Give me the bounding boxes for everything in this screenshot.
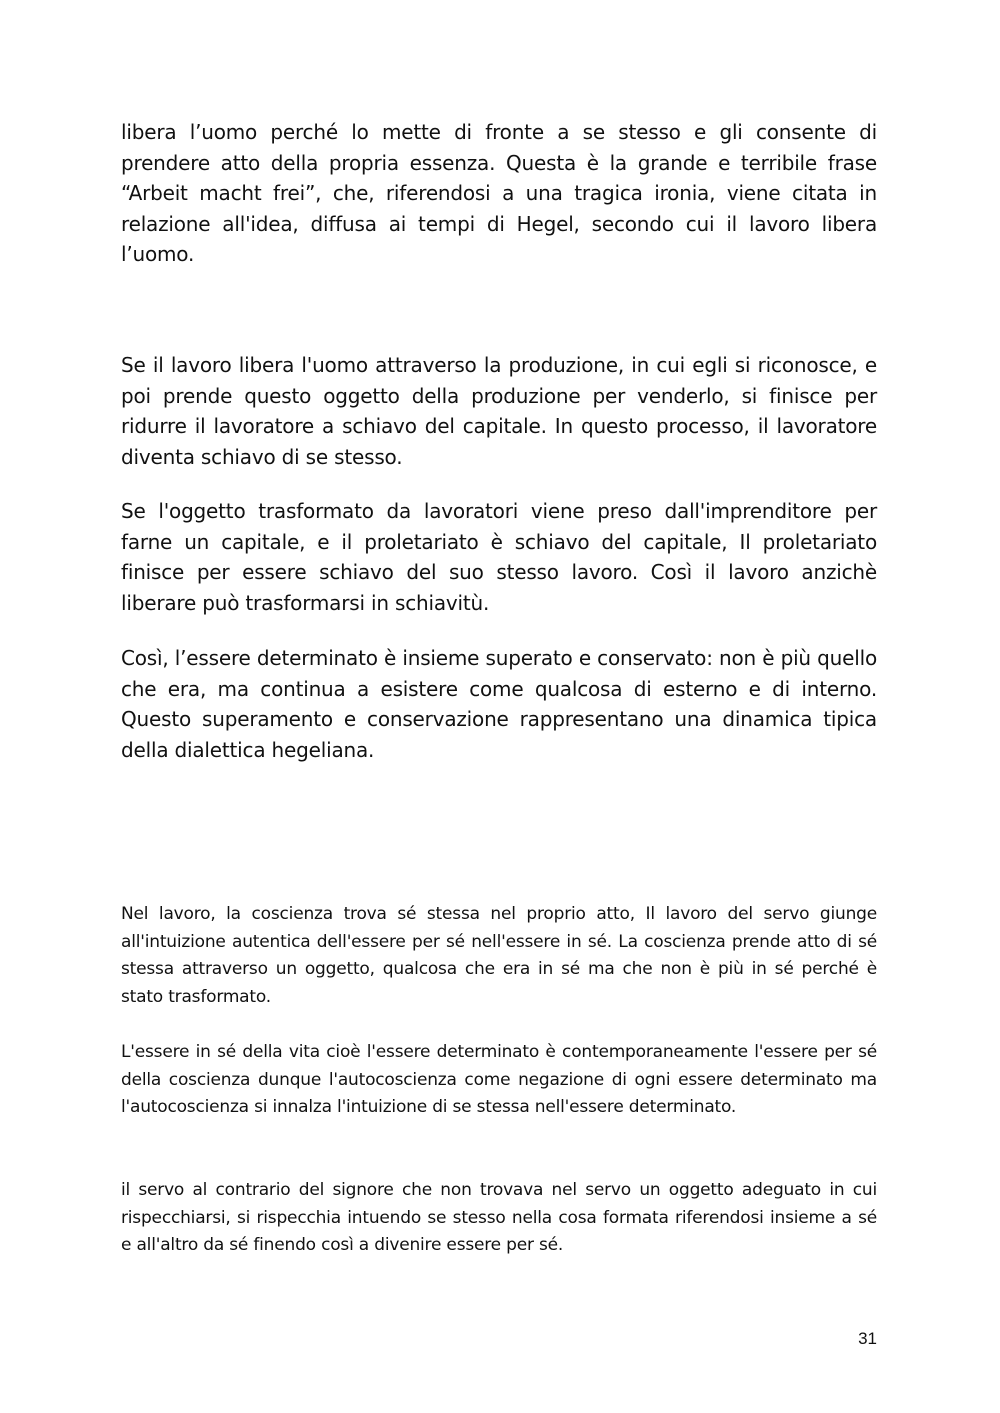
paragraph-essere-determinato: Così, l’essere determinato è insieme superato e conservato: non è più quello che era, ma continua a esistere come qualcosa di esterno e di interno. Questo superamento e conservazione rappresentano una dinamica tipica della dialettica hegeliana. xyxy=(121,646,877,762)
paragraph-coscienza-lavoro: Nel lavoro, la coscienza trova sé stessa nel proprio atto, Il lavoro del servo giunge all'intuizione autentica dell'essere per sé nell'essere in sé. La coscienza prende atto di sé stessa attraverso un oggetto, qualcosa che era in sé ma che non è più in sé perché è stato trasformato. xyxy=(121,904,877,1008)
paragraph-essere-in-se: L'essere in sé della vita cioè l'essere determinato è contemporaneamente l'essere per sé della coscienza dunque l'autocoscienza come negazione di ogni essere determinato ma l'autocoscienza si innalza l'intuizione di se stessa nell'essere determinato. xyxy=(121,1042,877,1118)
paragraph-oggetto-trasformato: Se l'oggetto trasformato da lavoratori viene preso dall'imprenditore per farne un capitale, e il proletariato è schiavo del capitale, Il proletariato finisce per essere schiavo del suo stesso lavoro. Così il lavoro anzichè liberare può trasformarsi in schiavitù. xyxy=(121,499,877,615)
paragraph-libera-uomo: libera l’uomo perché lo mette di fronte a se stesso e gli consente di prendere atto della propria essenza. Questa è la grande e terribile frase “Arbeit macht frei”, che, riferendosi a una tragica ironia, viene citata in relazione all'idea, diffusa ai tempi di Hegel, secondo cui il lavoro libera l’uomo. xyxy=(121,120,877,266)
page-number: 31 xyxy=(858,1329,877,1348)
paragraph-lavoro-produzione: Se il lavoro libera l'uomo attraverso la produzione, in cui egli si riconosce, e poi prende questo oggetto della produzione per venderlo, si finisce per ridurre il lavoratore a schiavo del capitale. In questo processo, il lavoratore diventa schiavo di se stesso. xyxy=(121,353,877,469)
paragraph-servo-signore: il servo al contrario del signore che non trovava nel servo un oggetto adeguato in cui rispecchiarsi, si rispecchia intuendo se stesso nella cosa formata riferendosi insieme a sé e all'altro da sé finendo così a divenire essere per sé. xyxy=(121,1180,877,1256)
